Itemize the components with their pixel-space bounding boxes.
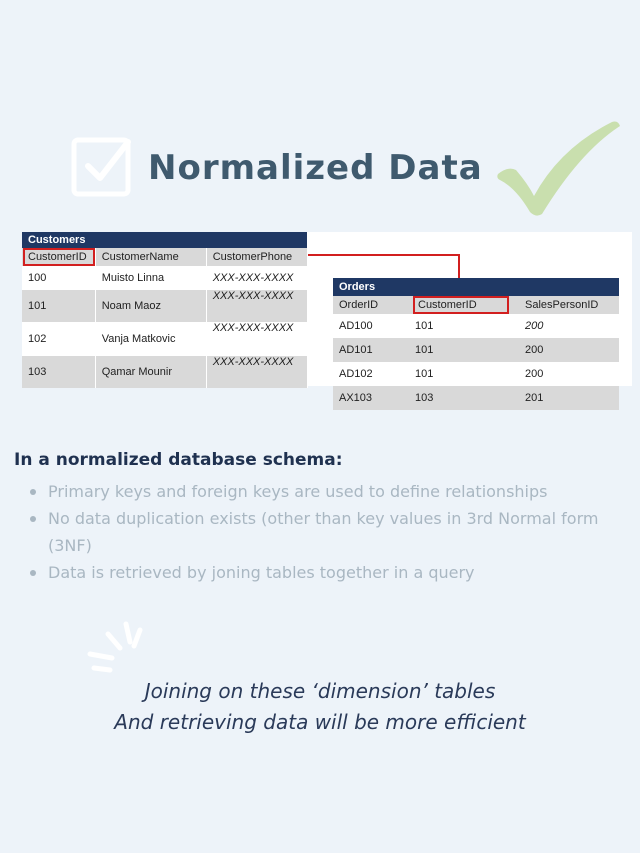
section-heading: In a normalized database schema: <box>14 450 343 470</box>
table-cell: Qamar Mounir <box>95 356 206 388</box>
customers-table <box>22 232 308 388</box>
list-item: Data is retrieved by joning tables together in a query <box>28 559 632 586</box>
table-cell: AD101 <box>333 338 409 362</box>
table-cell: Vanja Matkovic <box>95 322 206 356</box>
table-cell: Noam Maoz <box>95 290 206 322</box>
table-cell: 200 <box>519 338 619 362</box>
footer-line-2: And retrieving data will be more efficient <box>114 710 526 734</box>
table-cell: 200 <box>525 368 544 380</box>
table-cell: 100 <box>22 266 95 290</box>
customers-col-customername: CustomerName <box>95 248 206 266</box>
orders-title: Orders <box>333 278 619 296</box>
table-cell: Muisto Linna <box>95 266 206 290</box>
table-cell: 103 <box>22 356 95 388</box>
table-cell: 201 <box>519 386 619 410</box>
page-title: Normalized Data <box>148 148 483 188</box>
checkbox-icon <box>70 132 138 200</box>
orders-col-customerid: CustomerID <box>413 296 509 314</box>
table-cell: 200 <box>525 320 544 332</box>
table-cell: 101 <box>415 320 434 332</box>
table-cell: 103 <box>409 386 519 410</box>
orders-col-orderid: OrderID <box>333 296 409 314</box>
table-cell: 101 <box>22 290 95 322</box>
table-cell: 102 <box>22 322 95 356</box>
footer-text <box>0 676 640 738</box>
list-item: No data duplication exists (other than key values in 3rd Normal form (3NF) <box>28 505 632 559</box>
table-cell: XXX-XXX-XXXX <box>206 322 307 356</box>
table-cell: AD102 <box>339 368 373 380</box>
sparkle-icon <box>84 620 154 680</box>
schema-image <box>22 232 632 404</box>
footer-line-1: Joining on these ‘dimension’ tables <box>144 679 496 703</box>
table-cell: AD100 <box>339 320 373 332</box>
orders-col-salespersonid: SalesPersonID <box>519 296 619 314</box>
table-cell: XXX-XXX-XXXX <box>206 356 307 388</box>
orders-table <box>333 278 619 410</box>
table-cell: AX103 <box>333 386 409 410</box>
table-cell: 101 <box>409 338 519 362</box>
table-cell: 101 <box>415 368 434 380</box>
table-cell: XXX-XXX-XXXX <box>206 290 307 322</box>
checkmark-icon <box>494 118 622 218</box>
customers-col-customerphone: CustomerPhone <box>206 248 307 266</box>
list-item: Primary keys and foreign keys are used to define relationships <box>28 478 632 505</box>
customers-col-customerid: CustomerID <box>23 248 95 266</box>
table-cell: XXX-XXX-XXXX <box>206 266 307 290</box>
customers-title: Customers <box>22 232 308 248</box>
bullet-list <box>28 478 632 586</box>
